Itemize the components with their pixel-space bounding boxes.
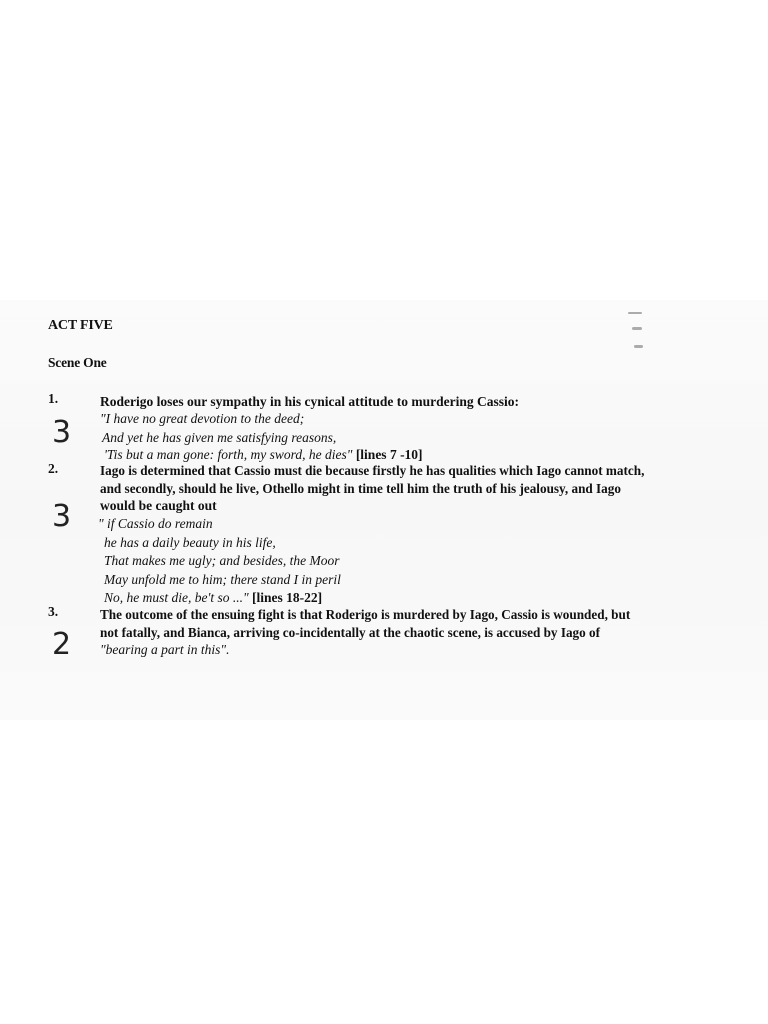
scan-speck: [632, 327, 642, 330]
scene-title: Scene One: [48, 355, 107, 370]
item-number: 3.: [48, 604, 59, 619]
item-text-line: and secondly, should he live, Othello might in time tell him the truth of his jealousy, and Iago: [100, 481, 621, 496]
handwritten-mark: 3: [52, 415, 72, 450]
scan-speck: [628, 312, 642, 314]
handwritten-mark: 3: [52, 499, 72, 534]
quote-line: " if Cassio do remain: [98, 516, 213, 531]
scan-speck: [634, 345, 643, 348]
quote-line: And yet he has given me satisfying reasons,: [102, 430, 337, 445]
quote-text: No, he must die, be't so ...": [104, 590, 249, 605]
quote-line: "I have no great devotion to the deed;: [100, 411, 305, 426]
item-number: 1.: [48, 391, 59, 406]
item-text-line: would be caught out: [100, 498, 217, 513]
quote-line: That makes me ugly; and besides, the Moor: [104, 553, 340, 568]
quote-line: May unfold me to him; there stand I in peril: [104, 572, 341, 587]
item-number: 2.: [48, 461, 59, 476]
handwritten-mark: 2: [52, 627, 72, 662]
item-text-line: The outcome of the ensuing fight is that Roderigo is murdered by Iago, Cassio is wounded, but: [100, 607, 631, 622]
line-reference: [lines 7 -10]: [352, 447, 423, 462]
item-text-line: not fatally, and Bianca, arriving co-incidentally at the chaotic scene, is accused by Iago of: [100, 625, 601, 640]
line-reference: [lines 18-22]: [248, 590, 323, 605]
quote-line: "bearing a part in this".: [100, 642, 230, 657]
act-title: ACT FIVE: [48, 318, 113, 333]
quote-line: he has a daily beauty in his life,: [104, 535, 276, 550]
item-text-line: Roderigo loses our sympathy in his cynical attitude to murdering Cassio:: [100, 394, 520, 409]
quote-text: 'Tis but a man gone: forth, my sword, he dies": [104, 447, 353, 462]
item-text-line: Iago is determined that Cassio must die because firstly he has qualities which Iago cannot match,: [100, 463, 645, 478]
quote-line-with-ref: [104, 447, 423, 463]
quote-line-with-ref: [104, 590, 322, 606]
